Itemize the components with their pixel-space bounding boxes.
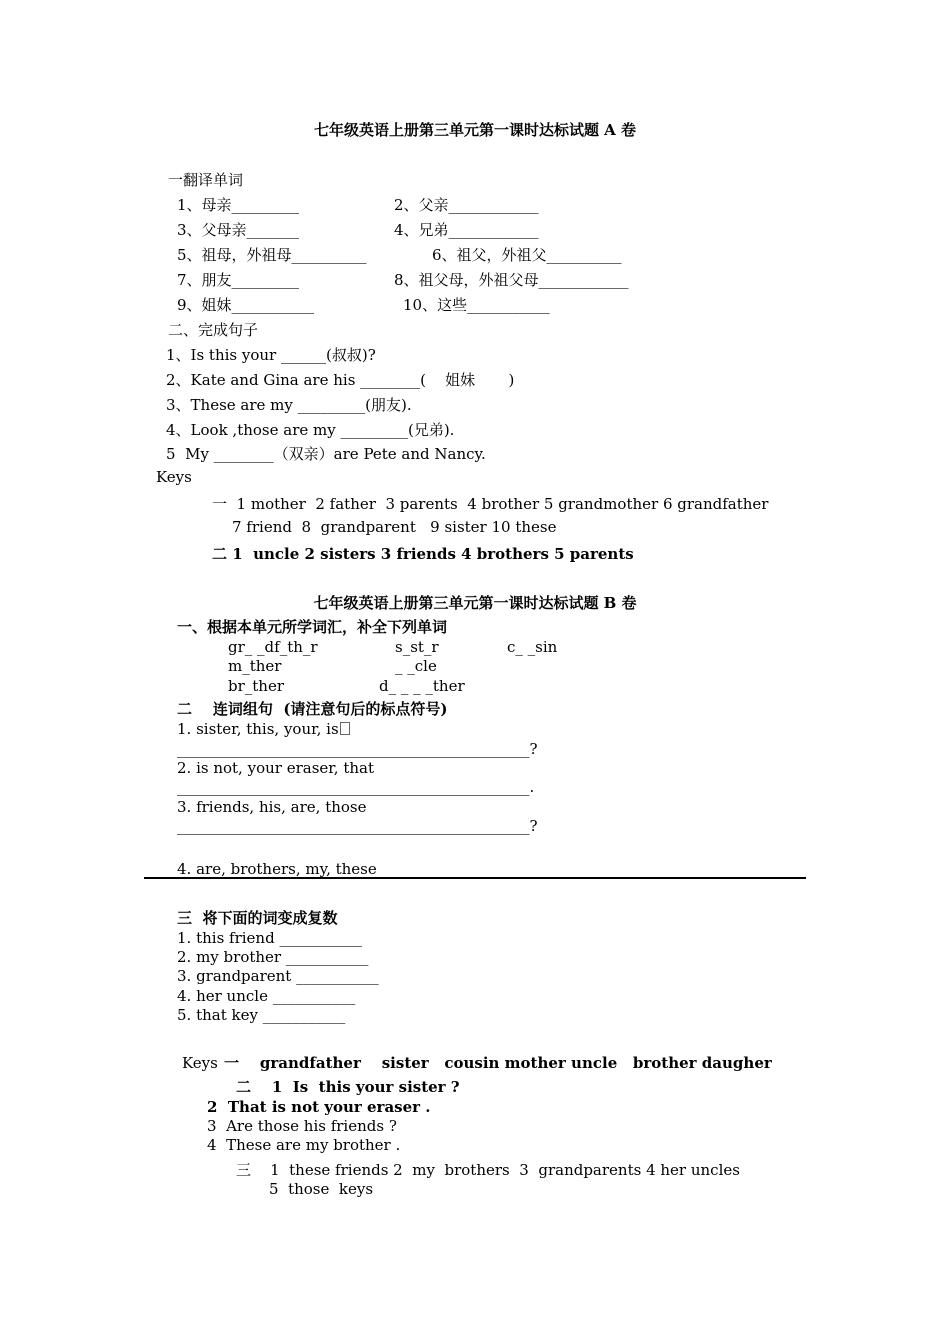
blank-word: gr_ _df_th_r xyxy=(228,638,318,656)
blank-word: c_ _sin xyxy=(507,638,558,656)
section-a1-heading: 一翻译单词 xyxy=(168,171,244,189)
reorder-answer-line: _______________________________________________? xyxy=(177,817,538,835)
sentence-item: 4、Look ,those are my _________(兄弟). xyxy=(166,421,455,439)
keys-b-line: 3 Are those his friends ? xyxy=(207,1117,397,1135)
vocab-item: 1、母亲_________ xyxy=(177,196,300,214)
vocab-item: 6、祖父，外祖父__________ xyxy=(432,246,622,264)
reorder-prompt: 1. sister, this, your, is xyxy=(177,720,350,738)
divider xyxy=(144,877,806,879)
vocab-item: 3、父母亲_______ xyxy=(177,221,300,239)
section-b1-heading: 一、根据本单元所学词汇，补全下列单词 xyxy=(177,618,448,636)
keys-b-line: 一 grandfather sister cousin mother uncle brother daugher xyxy=(224,1054,772,1072)
reorder-answer-line: _______________________________________________? xyxy=(177,740,538,758)
keys-b-line: 5 those keys xyxy=(269,1180,374,1198)
vocab-item: 8、祖父母，外祖父母____________ xyxy=(394,271,629,289)
keys-a-line: 二 1 uncle 2 sisters 3 friends 4 brothers 5 parents xyxy=(212,545,634,563)
reorder-answer-line: _______________________________________________. xyxy=(177,778,535,796)
keys-b-line: 二 1 Is this your sister ? xyxy=(236,1078,460,1096)
keys-a-line: 一 1 mother 2 father 3 parents 4 brother 5 grandmother 6 grandfather xyxy=(212,495,769,513)
vocab-item: 5、祖母，外祖母__________ xyxy=(177,246,367,264)
keys-a-label: Keys xyxy=(156,468,192,486)
keys-a-line: 7 friend 8 grandparent 9 sister 10 these xyxy=(232,518,557,536)
vocab-item: 10、这些___________ xyxy=(403,296,550,314)
blank-word: _ _cle xyxy=(395,657,437,675)
keys-b-label: Keys xyxy=(182,1054,218,1072)
keys-b-line: 4 These are my brother . xyxy=(207,1136,401,1154)
section-b3-heading: 三 将下面的词变成复数 xyxy=(177,909,338,927)
reorder-prompt: 3. friends, his, are, those xyxy=(177,798,367,816)
plural-item: 3. grandparent ___________ xyxy=(177,967,379,985)
title-a: 七年级英语上册第三单元第一课时达标试题 A 卷 xyxy=(313,121,637,139)
missing-glyph-icon xyxy=(340,722,350,735)
blank-word: m_ther xyxy=(228,657,282,675)
blank-word: d_ _ _ _ther xyxy=(379,677,465,695)
blank-word: br_ther xyxy=(228,677,285,695)
vocab-item: 2、父亲____________ xyxy=(394,196,539,214)
vocab-item: 4、兄弟____________ xyxy=(394,221,539,239)
vocab-item: 7、朋友_________ xyxy=(177,271,300,289)
plural-item: 2. my brother ___________ xyxy=(177,948,369,966)
reorder-prompt: 4. are, brothers, my, these xyxy=(177,860,377,878)
sentence-item: 5 My ________（双亲）are Pete and Nancy. xyxy=(166,445,486,463)
sentence-item: 3、These are my _________(朋友). xyxy=(166,396,412,414)
plural-item: 4. her uncle ___________ xyxy=(177,987,356,1005)
keys-b-line: 三 1 these friends 2 my brothers 3 grandparents 4 her uncles xyxy=(236,1161,740,1179)
title-b: 七年级英语上册第三单元第一课时达标试题 B 卷 xyxy=(313,594,637,612)
sentence-item: 1、Is this your ______(叔叔)? xyxy=(166,346,376,364)
vocab-item: 9、姐妹___________ xyxy=(177,296,315,314)
section-b2-heading: 二 连词组句 (请注意句后的标点符号) xyxy=(177,700,448,718)
sentence-item: 2、Kate and Gina are his ________( 姐妹 ) xyxy=(166,371,515,389)
section-a2-heading: 二、完成句子 xyxy=(168,321,259,339)
blank-word: s_st_r xyxy=(395,638,439,656)
keys-b-line: 2 That is not your eraser . xyxy=(207,1098,431,1116)
plural-item: 5. that key ___________ xyxy=(177,1006,346,1024)
reorder-prompt: 2. is not, your eraser, that xyxy=(177,759,374,777)
plural-item: 1. this friend ___________ xyxy=(177,929,362,947)
